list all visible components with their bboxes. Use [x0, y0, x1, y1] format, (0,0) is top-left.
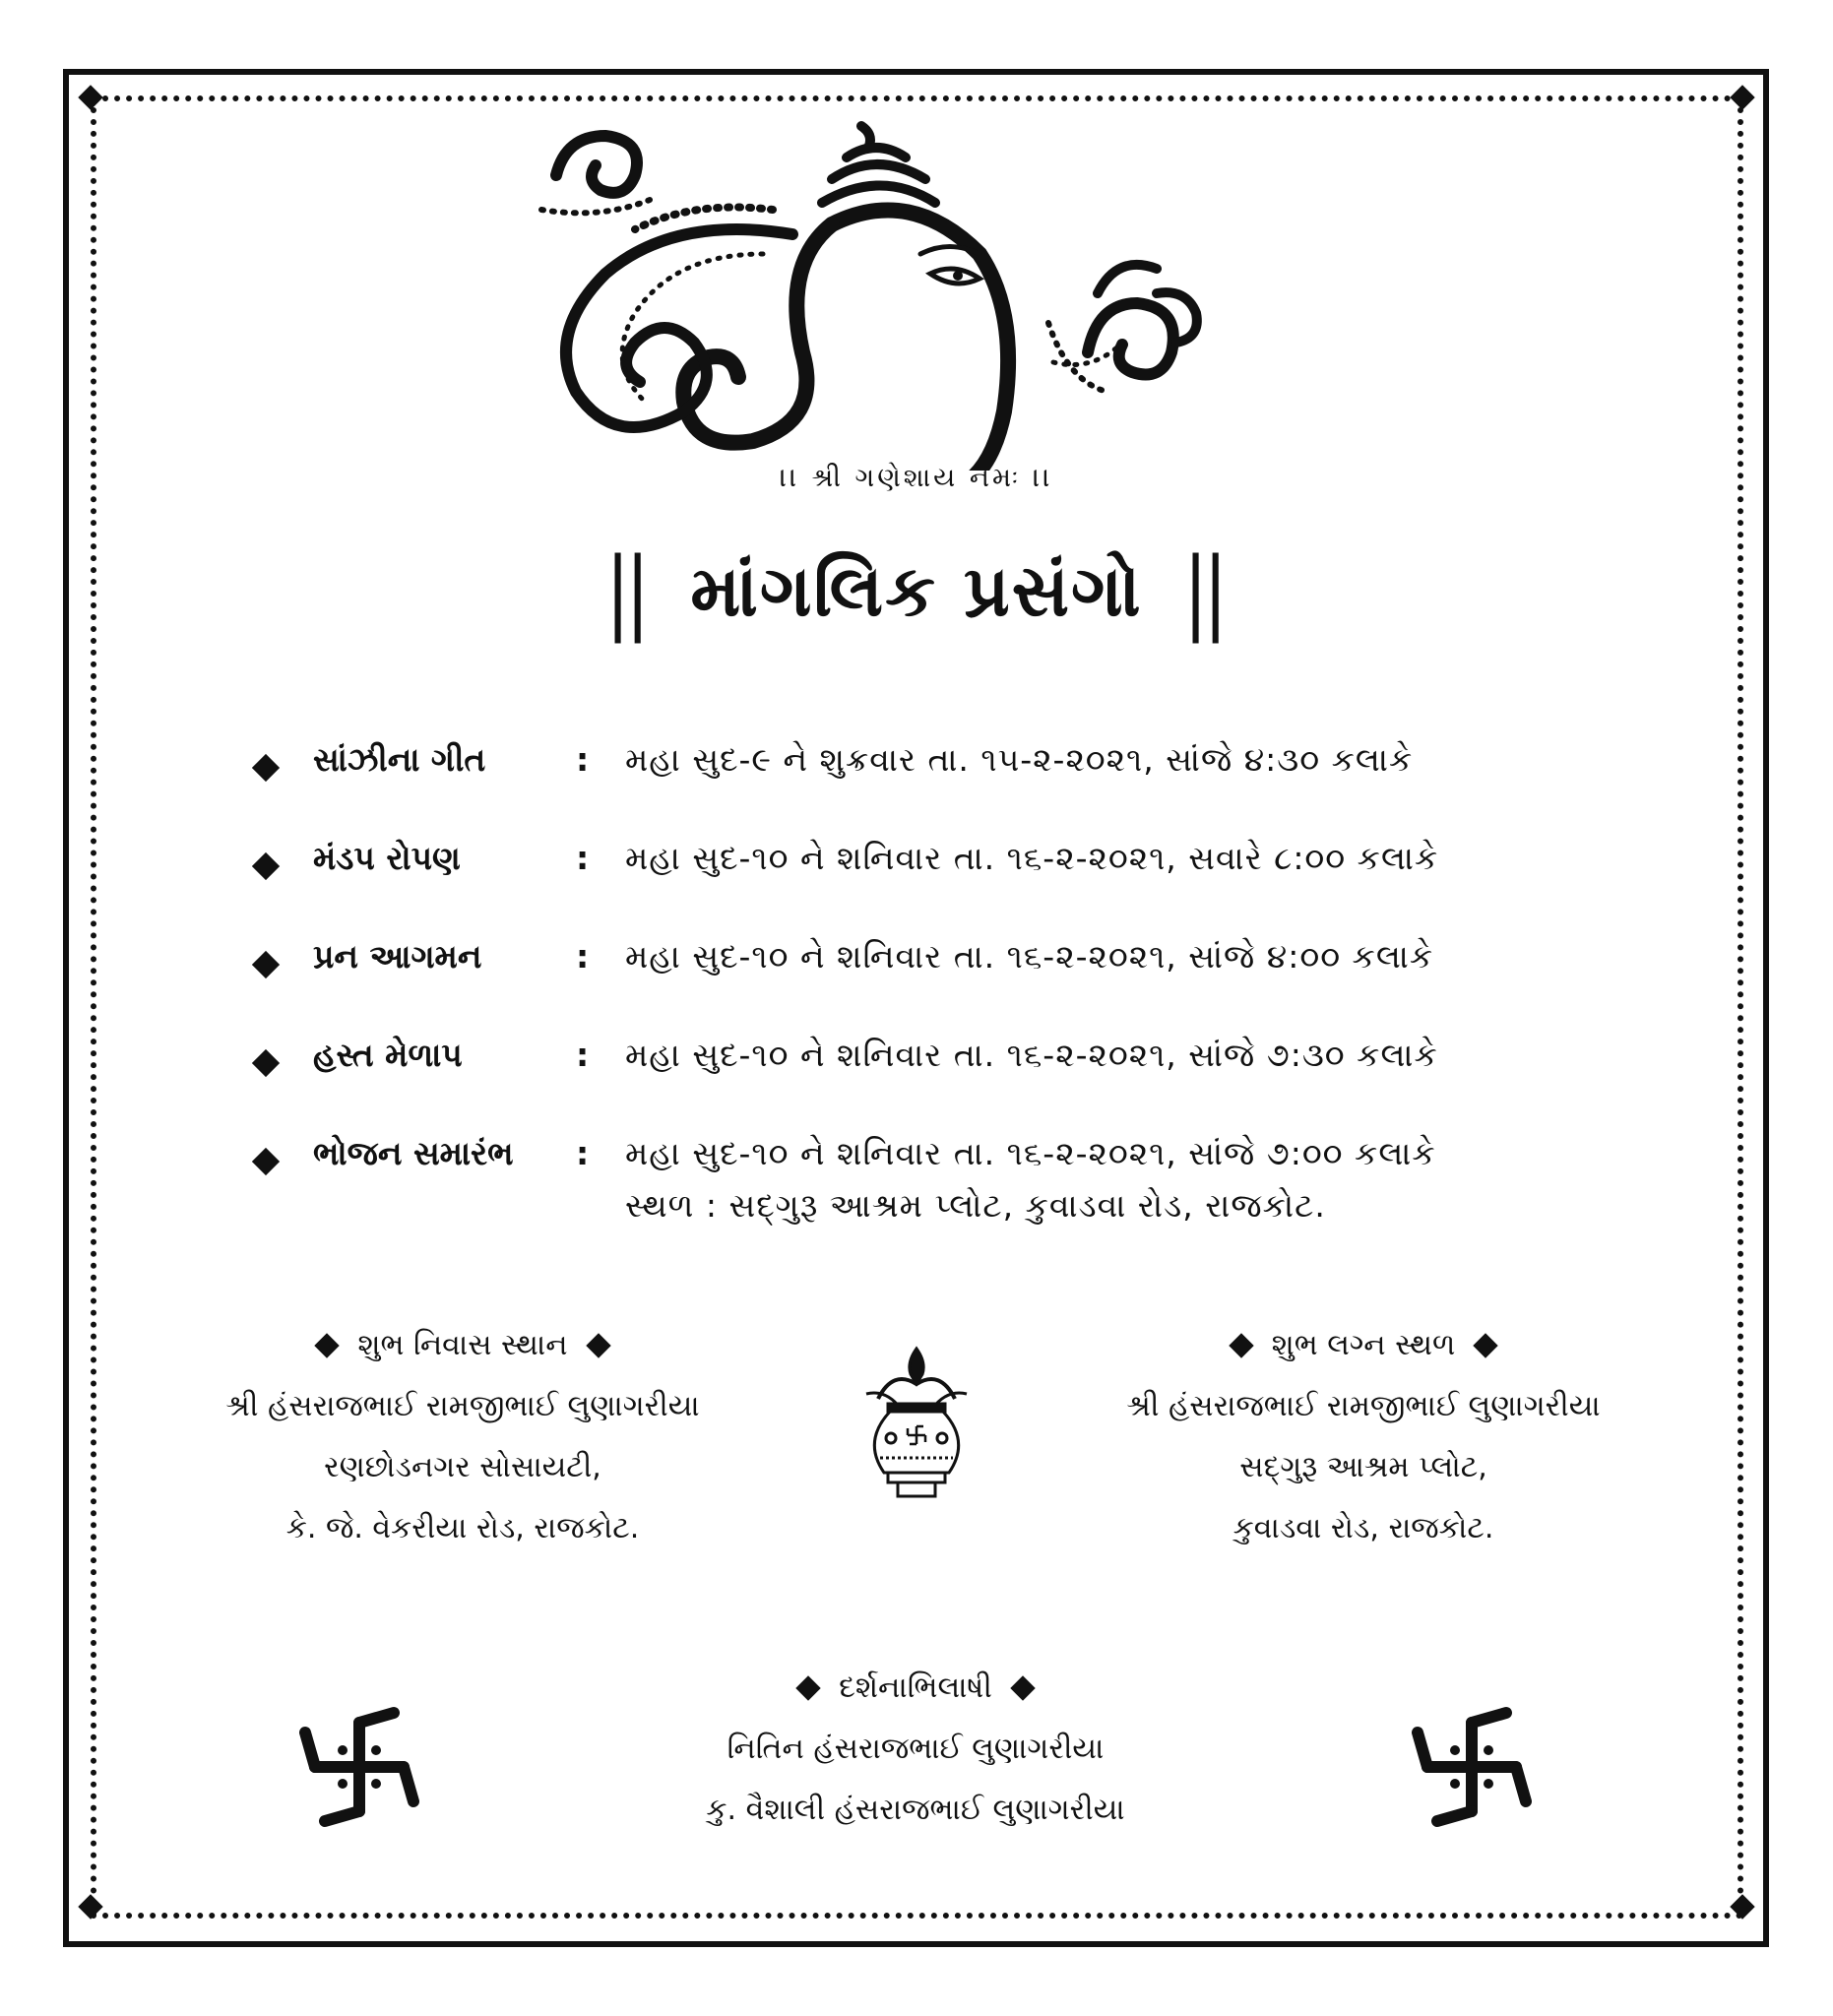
bullet-diamond-icon [1474, 1333, 1498, 1357]
title-block [0, 538, 1833, 644]
bullet-diamond-icon [252, 1148, 280, 1175]
residence-block [158, 1315, 768, 1559]
event-details: મહા સુદ-૧૦ ને શનિવાર તા. ૧૬-૨-૨૦૨૧, સાંજે ૭:૦૦ કલાકે [625, 1134, 1436, 1172]
event-row [256, 740, 1654, 799]
host-line: કુ. વૈશાલી હંસરાજભાઈ લુણાગરીયા [706, 1793, 1125, 1827]
bullet-diamond-icon [795, 1675, 820, 1700]
event-name: પ્રન આગમન [313, 937, 482, 976]
bullet-diamond-icon [252, 951, 280, 978]
title-bars-right: || [1185, 538, 1226, 644]
swastik-icon [1408, 1703, 1536, 1831]
residence-line: કે. જે. વેકરીયા રોડ, રાજકોટ. [285, 1511, 640, 1545]
event-details: મહા સુદ-૧૦ ને શનિવાર તા. ૧૬-૨-૨૦૨૧, સાંજે ૭:૩૦ કલાકે [625, 1036, 1438, 1074]
invocation-text: ।। શ્રી ગણેશાય નમઃ ।। [780, 463, 1053, 493]
event-row [256, 839, 1654, 898]
hosts-heading-text: દર્શનાભિલાષી [839, 1670, 992, 1705]
event-colon: : [576, 1134, 590, 1172]
wedding-venue-line: સદ્ગુરૂ આશ્રમ પ્લોટ, [1239, 1450, 1487, 1484]
bullet-diamond-icon [586, 1333, 610, 1357]
wedding-venue-line: કુવાડવા રોડ, રાજકોટ. [1233, 1511, 1494, 1545]
swastik-icon [295, 1703, 423, 1831]
event-colon: : [576, 740, 590, 779]
bullet-diamond-icon [252, 1049, 280, 1077]
residence-line: શ્રી હંસરાજભાઈ રામજીભાઈ લુણાગરીયા [225, 1389, 700, 1423]
event-details: મહા સુદ-૧૦ ને શનિવાર તા. ૧૬-૨-૨૦૨૧, સાંજે ૪:૦૦ કલાકે [625, 937, 1434, 976]
hosts-heading [551, 1658, 1280, 1719]
event-colon: : [576, 1036, 590, 1074]
bullet-diamond-icon [1229, 1333, 1253, 1357]
event-details: મહા સુદ-૧૦ ને શનિવાર તા. ૧૬-૨-૨૦૨૧, સવારે ૮:૦૦ કલાકે [625, 839, 1439, 877]
event-row [256, 1134, 1654, 1193]
residence-heading [158, 1315, 768, 1376]
wedding-venue-heading-text: શુભ લગ્ન સ્થળ [1271, 1328, 1456, 1362]
event-colon: : [576, 937, 590, 976]
event-colon: : [576, 839, 590, 877]
event-name: ભોજન સમારંભ [313, 1134, 514, 1172]
residence-heading-text: શુભ નિવાસ સ્થાન [357, 1328, 568, 1362]
title-bars-left: || [607, 538, 648, 644]
host-line: નિતિન હંસરાજભાઈ લુણાગરીયા [727, 1732, 1105, 1766]
venue-line: સ્થળ : સદ્ગુરૂ આશ્રમ પ્લોટ, કુવાડવા રોડ, રાજકોટ. [625, 1186, 1326, 1225]
wedding-venue-block [1058, 1315, 1669, 1559]
event-details: મહા સુદ-૯ ને શુક્રવાર તા. ૧૫-૨-૨૦૨૧, સાંજે ૪:૩૦ કલાકે [625, 740, 1414, 779]
residence-line: રણછોડનગર સોસાયટી, [324, 1450, 601, 1484]
event-name: હસ્ત મેળાપ [313, 1036, 463, 1074]
event-row [256, 1036, 1654, 1095]
bullet-diamond-icon [252, 754, 280, 782]
bullet-diamond-icon [1010, 1675, 1035, 1700]
bullet-diamond-icon [315, 1333, 340, 1357]
wedding-venue-heading [1058, 1315, 1669, 1376]
event-row [256, 937, 1654, 996]
kalash-icon [858, 1345, 975, 1502]
bullet-diamond-icon [252, 852, 280, 880]
wedding-venue-line: શ્રી હંસરાજભાઈ રામજીભાઈ લુણાગરીયા [1126, 1389, 1601, 1423]
ganesha-icon [537, 116, 1235, 471]
event-name: મંડપ રોપણ [313, 839, 461, 877]
page-title: માંગલિક પ્રસંગો [690, 549, 1143, 632]
event-name: સાંઝીના ગીત [313, 740, 486, 779]
hosts-block [551, 1658, 1280, 1841]
